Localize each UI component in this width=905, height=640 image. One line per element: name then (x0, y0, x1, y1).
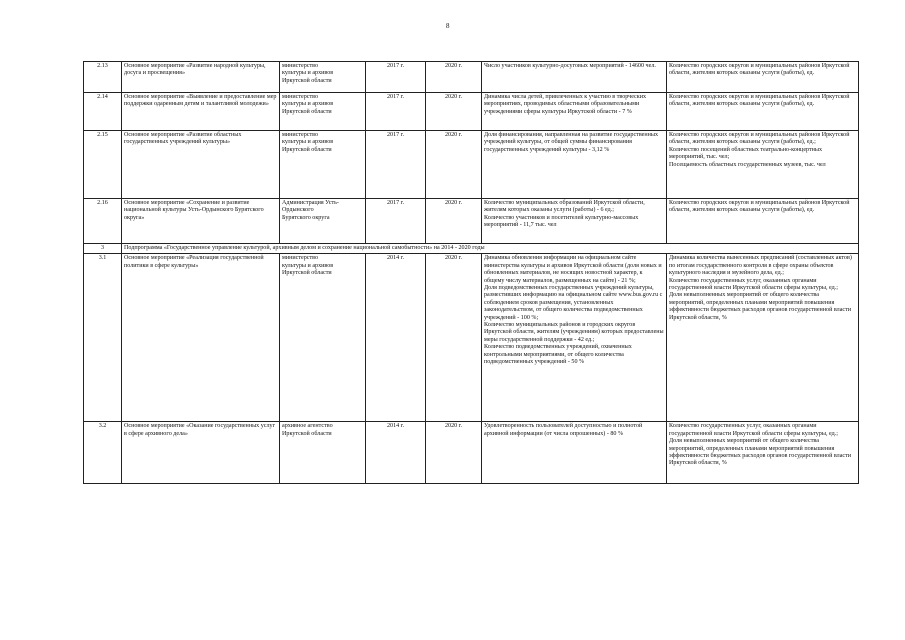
expected-result: Динамика числа детей, привлеченных к участию в творческих мероприятиях, проводимых областными образовательными учреждениями сферы культуры Иркутской области - 7 % (482, 93, 667, 131)
event-name: Основное мероприятие «Оказание государственных услуг в сфере архивного дела» (122, 422, 280, 484)
row-number: 2.14 (84, 93, 122, 131)
indicators: Количество государственных услуг, оказанных органами государственной власти Иркутской области сферы культуры, ед.; Доля невыполненных мероприятий от общего количества мероприятий, определенных планами мероприятий повышения эффективности бюджетных расходов органов государственной власти Иркутской области, % (667, 422, 859, 484)
start-year: 2017 г. (366, 199, 426, 244)
event-name: Основное мероприятие «Выявление и предоставление мер поддержки одаренным детям и талантливой молодежи» (122, 93, 280, 131)
end-year: 2020 г. (426, 62, 482, 93)
end-year: 2020 г. (426, 199, 482, 244)
end-year: 2020 г. (426, 131, 482, 199)
row-number: 2.15 (84, 131, 122, 199)
indicators: Количество городских округов и муниципальных районов Иркутской области, жителям которых оказаны услуги (работы), ед.; Количество посещений областных театрально-концертных мероприятий, тыс. чел; Посещаемость областных государственных музеев, тыс. чел (667, 131, 859, 199)
row-number: 2.16 (84, 199, 122, 244)
section-number: 3 (84, 244, 122, 254)
expected-result: Число участников культурно-досуговых мероприятий - 14600 чел. (482, 62, 667, 93)
executor: министерство культуры и архивов Иркутской области (280, 62, 366, 93)
subprogram-title: Подпрограмма «Государственное управление культурой, архивным делом и сохранение национальной самобытности» на 2014 - 2020 годы (122, 244, 859, 254)
table-row (84, 62, 859, 93)
row-number: 2.13 (84, 62, 122, 93)
start-year: 2014 г. (366, 422, 426, 484)
event-name: Основное мероприятие «Развитие областных государственных учреждений культуры» (122, 131, 280, 199)
event-name: Основное мероприятие «Развитие народной культуры, досуга и просвещения» (122, 62, 280, 93)
expected-result: Доля финансирования, направленная на развитие государственных учреждений культуры, от общей суммы финансирования государственных учреждений культуры - 3,12 % (482, 131, 667, 199)
event-name: Основное мероприятие «Сохранение и развитие национальной культуры Усть-Ордынского Бурятского округа» (122, 199, 280, 244)
subprogram-row (84, 244, 859, 254)
executor: министерство культуры и архивов Иркутской области (280, 131, 366, 199)
executor: Администрация Усть- Ордынского Бурятского округа (280, 199, 366, 244)
indicators: Количество городских округов и муниципальных районов Иркутской области, жителям которых оказаны услуги (работы), ед. (667, 62, 859, 93)
page-number: 8 (446, 22, 450, 30)
table-row (84, 93, 859, 131)
expected-result: Динамика обновления информации на официальном сайте министерства культуры и архивов Иркутской области (доля новых и обновленных материалов, не носящих новостной характер, к общему числу материалов, размещенных на сайте) - 21 %; Доля подведомственных государственных учреждений культуры, разместивших информацию на официальном сайте www.bus.gov.ru с соблюдением сроков размещения, установленных законодательством, от общего количества подведомственных учреждений - 100 %; Количество муниципальных районов и городских округов Иркутской области, жителям (учреждениям) которых предоставлены меры государственной поддержки - 42 ед.; Количество подведомственных учреждений, охваченных контрольными мероприятиями, от общего количества подведомственных учреждений - 50 % (482, 254, 667, 422)
indicators: Количество городских округов и муниципальных районов Иркутской области, жителям которых оказаны услуги (работы), ед. (667, 93, 859, 131)
start-year: 2014 г. (366, 254, 426, 422)
row-number: 3.1 (84, 254, 122, 422)
executor: архивное агентство Иркутской области (280, 422, 366, 484)
table-row (84, 131, 859, 199)
events-table (83, 61, 859, 484)
start-year: 2017 г. (366, 131, 426, 199)
start-year: 2017 г. (366, 93, 426, 131)
table-row (84, 199, 859, 244)
end-year: 2020 г. (426, 254, 482, 422)
end-year: 2020 г. (426, 93, 482, 131)
table-row (84, 422, 859, 484)
indicators: Динамика количества вынесенных предписаний (составленных актов) по итогам государственного контроля в сфере охраны объектов культурного наследия и музейного дела, ед.; Количество государственных услуг, оказанных органами государственной власти Иркутской области сферы культуры, ед.; Доля невыполненных мероприятий от общего количества мероприятий, определенных планами мероприятий повышения эффективности бюджетных расходов органов государственной власти Иркутской области, % (667, 254, 859, 422)
executor: министерство культуры и архивов Иркутской области (280, 93, 366, 131)
expected-result: Количество муниципальных образований Иркутской области, жителям которых оказаны услуги (работы) - 6 ед.; Количество участников и посетителей культурно-массовых мероприятий - 11,7 тыс. чел (482, 199, 667, 244)
table-row (84, 254, 859, 422)
event-name: Основное мероприятие «Реализация государственной политики в сфере культуры» (122, 254, 280, 422)
row-number: 3.2 (84, 422, 122, 484)
executor: министерство культуры и архивов Иркутской области (280, 254, 366, 422)
end-year: 2020 г. (426, 422, 482, 484)
expected-result: Удовлетворенность пользователей доступностью и полнотой архивной информации (от числа опрошенных) - 80 % (482, 422, 667, 484)
indicators: Количество городских округов и муниципальных районов Иркутской области, жителям которых оказаны услуги (работы), ед. (667, 199, 859, 244)
start-year: 2017 г. (366, 62, 426, 93)
